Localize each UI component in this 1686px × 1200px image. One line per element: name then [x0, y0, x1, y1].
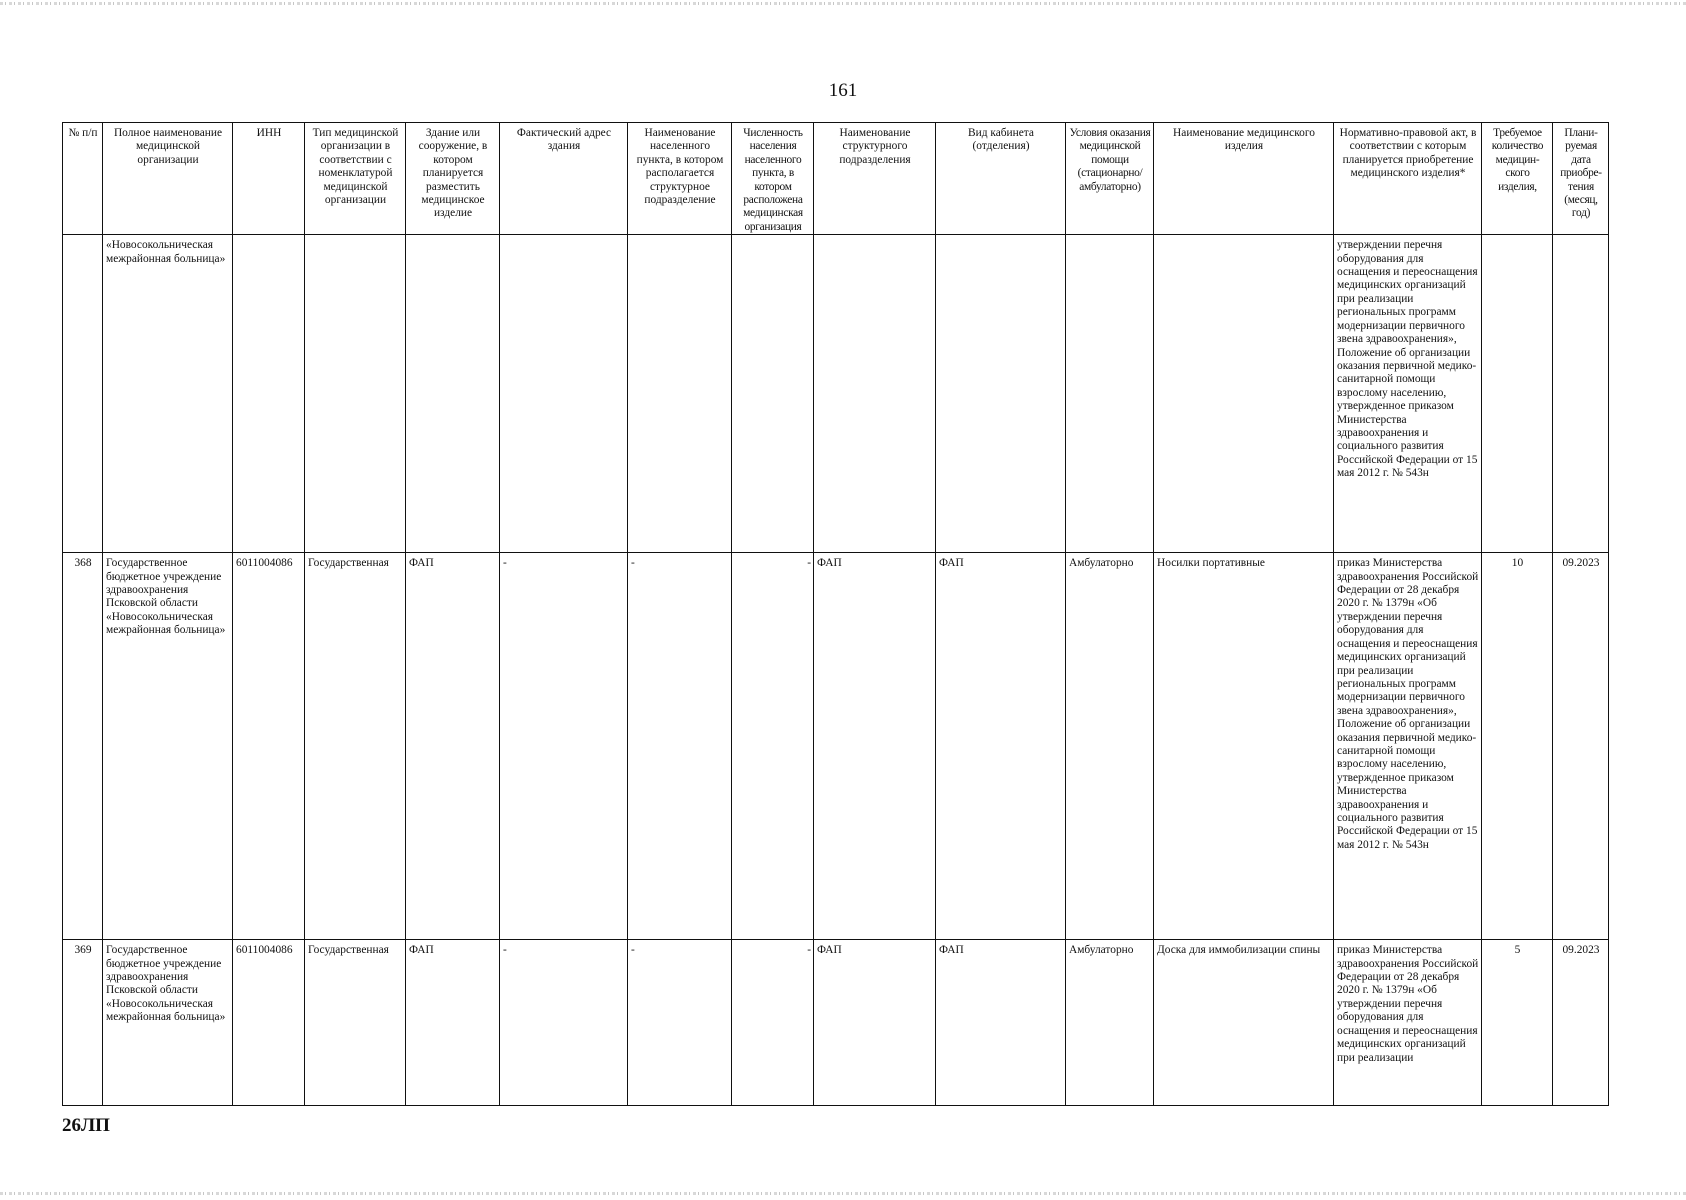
cell-org-type: Государственная — [305, 940, 406, 1106]
cell-date: 09.2023 — [1553, 553, 1609, 940]
cell-quantity: 10 — [1482, 553, 1553, 940]
header-cabinet: Вид кабинета (отделения) — [936, 123, 1066, 235]
cell-settlement — [628, 235, 732, 553]
cell-unit: ФАП — [814, 940, 936, 1106]
cell-population: - — [732, 940, 814, 1106]
cell-device: Доска для иммобилизации спины — [1154, 940, 1334, 1106]
cell-address — [500, 235, 628, 553]
cell-inn: 6011004086 — [233, 940, 305, 1106]
header-legal-act: Нормативно-правовой акт, в соответствии с которым планируется приобретение медицинского изделия* — [1334, 123, 1482, 235]
cell-building: ФАП — [406, 940, 500, 1106]
cell-device: Носилки портативные — [1154, 553, 1334, 940]
cell-address: - — [500, 940, 628, 1106]
cell-device — [1154, 235, 1334, 553]
cell-inn: 6011004086 — [233, 553, 305, 940]
cell-date — [1553, 235, 1609, 553]
header-unit: Наименование структурного подразделения — [814, 123, 936, 235]
cell-organization: «Новосокольническая межрайонная больница» — [103, 235, 233, 553]
cell-conditions — [1066, 235, 1154, 553]
cell-unit: ФАП — [814, 553, 936, 940]
header-org-type: Тип медицинской организации в соответствии с номенклатурой медицинской организации — [305, 123, 406, 235]
cell-inn — [233, 235, 305, 553]
cell-num: 368 — [63, 553, 103, 940]
cell-legal-act: утверждении перечня оборудования для оснащения и переоснащения медицинских организаций при реализации региональных программ модернизации первичного звена здравоохранения», Положение об организации оказания первичной медико-санитарной помощи взрослому населению, утвержденное приказом Министерства здравоохранения и социального развития Российской Федерации от 15 мая 2012 г. № 543н — [1334, 235, 1482, 553]
cell-date: 09.2023 — [1553, 940, 1609, 1106]
header-settlement: Наименование населенного пункта, в котором располагается структурное подразделение — [628, 123, 732, 235]
header-quantity: Требуемое количество медицин-ского изделия, — [1482, 123, 1553, 235]
cell-conditions: Амбулаторно — [1066, 940, 1154, 1106]
table-row — [63, 235, 1609, 553]
cell-cabinet: ФАП — [936, 553, 1066, 940]
header-device: Наименование медицинского изделия — [1154, 123, 1334, 235]
cell-org-type: Государственная — [305, 553, 406, 940]
cell-organization: Государственное бюджетное учреждение здравоохранения Псковской области «Новосокольническая межрайонная больница» — [103, 553, 233, 940]
document-code: 26ЛП — [62, 1115, 110, 1136]
cell-num — [63, 235, 103, 553]
cell-unit — [814, 235, 936, 553]
cell-quantity: 5 — [1482, 940, 1553, 1106]
header-conditions: Условия оказания медицинской помощи (стационарно/ амбулаторно) — [1066, 123, 1154, 235]
cell-num: 369 — [63, 940, 103, 1106]
scan-edge-bottom — [0, 1192, 1686, 1195]
cell-population: - — [732, 553, 814, 940]
cell-conditions: Амбулаторно — [1066, 553, 1154, 940]
cell-quantity — [1482, 235, 1553, 553]
cell-building: ФАП — [406, 553, 500, 940]
header-date: Плани-руемая дата приобре-тения (месяц, год) — [1553, 123, 1609, 235]
cell-population — [732, 235, 814, 553]
cell-settlement: - — [628, 553, 732, 940]
header-address: Фактический адрес здания — [500, 123, 628, 235]
cell-legal-act: приказ Министерства здравоохранения Российской Федерации от 28 декабря 2020 г. № 1379н «Об утверждении перечня оборудования для оснащения и переоснащения медицинских организаций при реализации — [1334, 940, 1482, 1106]
scan-edge-top — [0, 2, 1686, 5]
table-header-row — [63, 123, 1609, 235]
header-building: Здание или сооружение, в котором планируется разместить медицинское изделие — [406, 123, 500, 235]
cell-address: - — [500, 553, 628, 940]
header-num: № п/п — [63, 123, 103, 235]
cell-org-type — [305, 235, 406, 553]
cell-building — [406, 235, 500, 553]
cell-cabinet — [936, 235, 1066, 553]
cell-cabinet: ФАП — [936, 940, 1066, 1106]
header-inn: ИНН — [233, 123, 305, 235]
cell-organization: Государственное бюджетное учреждение здравоохранения Псковской области «Новосокольническая межрайонная больница» — [103, 940, 233, 1106]
cell-legal-act: приказ Министерства здравоохранения Российской Федерации от 28 декабря 2020 г. № 1379н «Об утверждении перечня оборудования для оснащения и переоснащения медицинских организаций при реализации региональных программ модернизации первичного звена здравоохранения», Положение об организации оказания первичной медико-санитарной помощи взрослому населению, утвержденное приказом Министерства здравоохранения и социального развития Российской Федерации от 15 мая 2012 г. № 543н — [1334, 553, 1482, 940]
table-row — [63, 940, 1609, 1106]
equipment-register-table — [62, 122, 1609, 1106]
cell-settlement: - — [628, 940, 732, 1106]
page-number: 161 — [828, 80, 858, 101]
header-organization: Полное наименование медицинской организации — [103, 123, 233, 235]
header-population: Численность населения населенного пункта, в котором расположена медицинская организация — [732, 123, 814, 235]
table-row — [63, 553, 1609, 940]
